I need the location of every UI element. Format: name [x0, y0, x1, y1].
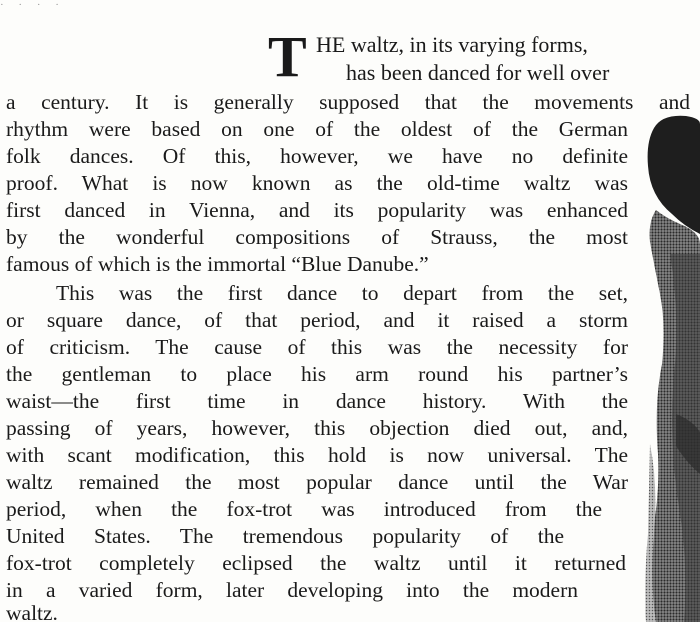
dancer-photo-icon	[636, 114, 700, 622]
text-line-16: waltz remained the most popular dance until the War	[6, 470, 628, 494]
text-line-10: or square dance, of that period, and it raised a storm	[6, 308, 628, 332]
text-line-14: passing of years, however, this objection died out, and,	[6, 416, 628, 440]
text-line-19: fox-trot completely eclipsed the waltz until it returned	[6, 551, 626, 575]
text-line-20: in a varied form, later developing into the modern	[6, 578, 578, 602]
text-line-9: This was the first dance to depart from the set,	[56, 281, 628, 305]
text-line-21: waltz.	[6, 601, 58, 622]
text-line-3: rhythm were based on one of the oldest of the German	[6, 117, 628, 141]
text-line-12: the gentleman to place his arm round his partner’s	[6, 362, 628, 386]
text-line-8: famous of which is the immortal “Blue Danube.”	[6, 252, 429, 276]
text-line-11: of criticism. The cause of this was the necessity for	[6, 335, 628, 359]
text-line-15: with scant modification, this hold is now universal. The	[6, 443, 628, 467]
text-line-13: waist—the first time in dance history. With the	[6, 389, 628, 413]
text-line-17: period, when the fox-trot was introduced from the	[6, 497, 602, 521]
drop-cap: T	[268, 24, 307, 89]
text-line-1: has been danced for well over	[346, 60, 610, 85]
print-specks: · · · ·	[0, 0, 65, 11]
text-line-18: United States. The tremendous popularity of the	[6, 524, 564, 548]
text-line-0: HE waltz, in its varying forms,	[316, 32, 588, 57]
text-line-7: by the wonderful compositions of Strauss, the most	[6, 225, 628, 249]
text-line-2: a century. It is generally supposed that the movements and	[6, 90, 690, 114]
text-line-4: folk dances. Of this, however, we have no definite	[6, 144, 628, 168]
text-line-6: first danced in Vienna, and its popularity was enhanced	[6, 198, 628, 222]
text-line-5: proof. What is now known as the old-time waltz was	[6, 171, 628, 195]
